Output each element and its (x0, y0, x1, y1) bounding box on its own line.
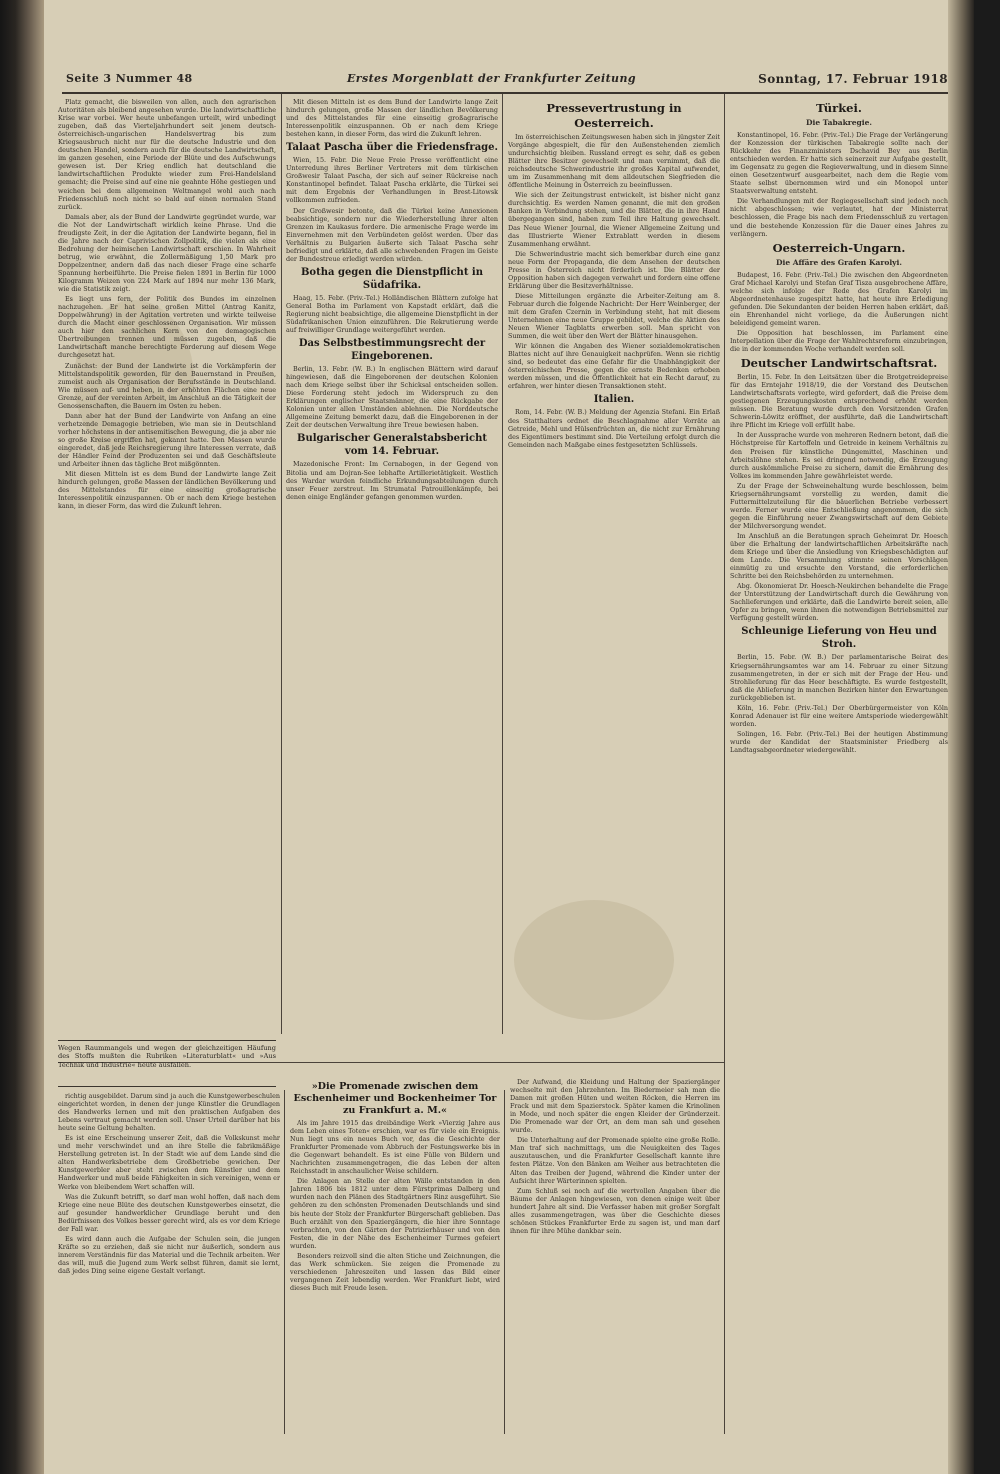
paragraph: Es liegt uns fern, der Politik des Bundes im einzelnen nachzugehen. Er hat seine großen Mittel (Antrag Kanitz, Doppelwährung) in der Agitation vertreten und wirkte teilweise durch die Macht einer geschlossenen Organisation. Wir müssen auch hier den sachlichen Kern von den demagogischen Übertreibungen trennen und müssen zugeben, daß die Landwirtschaft manche berechtigte Forderung auf diesem Wege durchgesetzt hat. (58, 295, 276, 360)
headline-heu-stroh: Schleunige Lieferung von Heu und Stroh. (741, 626, 937, 651)
paragraph: Im österreichischen Zeitungswesen haben sich in jüngster Zeit Vorgänge abgespielt, die für den Außenstehenden ziemlich undurchsichtig bleiben. Russland erregt es sehr, daß es geben Blätter ihre Besitzer gewechselt und man vernimmt, daß die reichsdeutsche Schwerindustrie ihr großes Kapital aufwendet, um im Zusammenhang mit dem alldeutschen Siegfrieden die öffentliche Meinung in Österreich zu beeinflussen. (508, 133, 720, 190)
paragraph: Damals aber, als der Bund der Landwirte gegründet wurde, war die Not der Landwirtschaft wirklich keine Phrase. Und die freudigste Zeit, in der die Agitation der Landwirte begann, fiel in die Jahre nach der Caprivischen Zollpolitik, die vielen als eine Bedrohung der heimischen Landwirtschaft erschien. In Wahrheit betrug, wie erwähnt, die Zollermäßigung 1,50 Mark pro Doppelzentner, andern daß das nach dieser Frage eine scharfe Spannung herbeiführte. Die Preise fielen 1891 in Berlin für 1000 Kilogramm Weizen von 224 Mark auf 1894 nur mehr 136 Mark, wie die Statistik zeigt. (58, 212, 276, 294)
column-rule (281, 94, 282, 1034)
book-binding-shadow (0, 0, 44, 1474)
paragraph: Die Schwerindustrie macht sich bemerkbar durch eine ganz neue Form der Propaganda, die dem Ansehen der deutschen Presse in Österreich nicht förderlich ist. Die Blätter der Opposition haben sich dagegen verwahrt und fordern eine offene Erklärung über die Besitzverhältnisse. (508, 249, 720, 290)
article-landwirtschaft (58, 98, 276, 1030)
feuilleton-aufwand (510, 1078, 720, 1434)
paragraph: Mazedonische Front: Im Cernabogen, in der Gegend von Bitolia und am Dojran-See lebhafte Artillerietätigkeit. Westlich des Wardar wurden feindliche Erkundungsabteilungen durch unser Feuer zerstreut. Im Strumatal Patrouillenkämpfe, bei denen einige Engländer gefangen genommen wurden. (286, 460, 498, 501)
page-number: Seite 3 Nummer 48 (66, 72, 193, 85)
subheadline-tabakregie: Die Tabakregie. (806, 118, 872, 127)
paragraph: Konstantinopel, 16. Febr. (Priv.-Tel.) Die Frage der Verlängerung der Konzession der türkischen Tabakregie sollte nach der Rückkehr des Finanzministers Dschavid Bey aus Berlin entschieden werden. Er hatte sich seinerzeit zur Aufgabe gestellt, im Gegensatz zu gegen die Regieverwaltung, und in diesem Sinne einen Gesetzentwurf ausgearbeitet, nach dem die Regie vom Staate selbst übernommen wird und ein Monopol unter Staatsverwaltung entsteht. (730, 131, 948, 196)
headline-oesterreich-ungarn: Oesterreich-Ungarn. (772, 240, 906, 255)
paragraph: Was die Zukunft betrifft, so darf man wohl hoffen, daß nach dem Kriege eine neue Blüte des deutschen Kunstgewerbes einsetzt, die auf gesunder handwerklicher Grundlage beruht und den Bedürfnissen des Volkes besser gerecht wird, als es vor dem Kriege der Fall war. (58, 1192, 280, 1233)
paragraph: Berlin, 15. Febr. In den Leitsätzen über die Brotgetreidepreise für das Erntejahr 1918/19, die der Vorstand des Deutschen Landwirtschaftsrats vorlegte, wird gefordert, daß die Preise dem gestiegenen Erzeugungskosten entsprechend erhöht werden müssen. Die Beratung wurde durch den Vorsitzenden Grafen Schwerin-Löwitz eröffnet, der ausführte, daß die Landwirtschaft ihre Pflicht im Kriege voll erfüllt habe. (730, 373, 948, 430)
column-rule (724, 94, 725, 1434)
headline-botha: Botha gegen die Dienstpflicht in Südafrika. (300, 266, 483, 291)
paragraph: Zunächst: der Bund der Landwirte ist die Vorkämpferin der Mittelstandspolitik geworden, für den Bauernstand in Preußen, zumeist auch als Organisation der Berufsstände in Deutschland. Wie müssen auf- und heben, in der erhöhten Flächen eine neue Grenze, auf der vereinten Arbeit, im Anschluß an die Tätigkeit der Genossenschaften, die Bauern im Osten zu heben. (58, 361, 276, 410)
paragraph: Als im Jahre 1915 das dreibändige Werk »Vierzig Jahre aus dem Leben eines Toten« erschien, war es für viele ein Ereignis. Nun liegt uns ein neues Buch vor, das die Geschichte der Frankfurter Promenade vom Abbruch der Festungswerke bis in die Gegenwart behandelt. Es ist eine Fülle von Bildern und Nachrichten zusammengetragen, die das Leben der alten Reichsstadt in anschaulicher Weise schildern. (290, 1119, 500, 1176)
paragraph: Berlin, 13. Febr. (W. B.) In englischen Blättern wird darauf hingewiesen, daß die Eingeborenen der deutschen Kolonien nach dem Kriege selbst über ihr Schicksal entscheiden sollen. Diese Forderung steht jedoch im Widerspruch zu den Erklärungen englischer Staatsmänner, die eine Rückgabe der Kolonien unter allen Umständen ablehnen. Die Norddeutsche Allgemeine Zeitung bemerkt dazu, daß die Eingeborenen in der Zeit der deutschen Verwaltung ihre Treue bewiesen haben. (286, 365, 498, 430)
paragraph: Der Aufwand, die Kleidung und Haltung der Spaziergänger wechselte mit den Jahrzehnten. Im Biedermeier sah man die Damen mit großen Hüten und weiten Röcken, die Herren im Frack und mit dem Spazierstock. Später kamen die Krinolinen in Mode, und noch später die engen Kleider der Gründerzeit. Die Promenade war der Ort, an dem man sah und gesehen wurde. (510, 1078, 720, 1135)
paragraph: Berlin, 15. Febr. (W. B.) Der parlamentarische Beirat des Kriegsernährungsamtes war am 14. Februar zu einer Sitzung zusammengetreten, in der er sich mit der Frage der Heu- und Strohlieferung für das Heer beschäftigte. Es wurde festgestellt, daß die Ablieferung in manchen Bezirken hinter den Erwartungen zurückgeblieben ist. (730, 653, 948, 702)
paragraph: Platz gemacht, die bisweilen von allen, auch den agrarischen Autoritäten als bleibend angesehen wurde. Die landwirtschaftliche Krise war vorbei. Wer heute unbefangen urteilt, wird unbedingt zugeben, daß das Vierteljahrhundert seit jenem deutsch-österreichisch-ungarischen Handelsvertrag bis zum Kriegsausbruch nicht nur für die deutsche Industrie und den deutschen Handel, sondern auch für die deutsche Landwirtschaft, im ganzen gesehen, eine Periode der Blüte und des Aufschwungs gewesen ist. Der Krieg endlich hat deutschland die landwirtschaftlichen Produkte wieder zum Frei-Handelsland gemacht; die Preise sind auf eine nie geahnte Höhe gestiegen und weichen bei dem allgemeinen Weltmangel wohl auch nach Friedensschluß noch nicht so bald auf einen normalen Stand zurück. (58, 98, 276, 211)
headline-tuerkei: Türkei. (816, 101, 862, 115)
paragraph: Mit diesen Mitteln ist es dem Bund der Landwirte lange Zeit hindurch gelungen, große Massen der ländlichen Bevölkerung und des Mittelstandes für eine einseitig großagrarische Interessenpolitik einzuspannen. Ob er nach dem Kriege bestehen kann, in dieser Form, das wird die Zukunft lehren. (286, 98, 498, 139)
column-rule (504, 1090, 505, 1434)
headline-promenade: »Die Promenade zwischen dem Eschenheimer und Bockenheimer Tor zu Frankfurt a. M.« (293, 1081, 497, 1116)
paragraph: Die Unterhaltung auf der Promenade spielte eine große Rolle. Man traf sich nachmittags, um die Neuigkeiten des Tages auszutauschen, und die Frankfurter Gesellschaft kannte ihre festen Plätze. Von den Bänken am Weiher aus betrachteten die Alten das Treiben der Jugend, während die Kinder unter der Aufsicht ihrer Wärterinnen spielten. (510, 1136, 720, 1185)
headline-talaat: Talaat Pascha über die Friedensfrage. (286, 142, 498, 154)
column-rule (284, 1090, 285, 1434)
paragraph: Es ist eine Erscheinung unserer Zeit, daß die Volkskunst mehr und mehr verschwindet und an ihre Stelle die fabrikmäßige Herstellung getreten ist. In der Stadt wie auf dem Lande sind die alten Handwerksbetriebe dem Großbetriebe gewichen. Der Kunstgewerbler aber steht zwischen dem Künstler und dem Handwerker und muß beide Fähigkeiten in sich vereinigen, wenn er Werke von bleibendem Wert schaffen will. (58, 1134, 280, 1191)
paragraph: Köln, 16. Febr. (Priv.-Tel.) Der Oberbürgermeister von Köln Konrad Adenauer ist für eine weitere Amtsperiode wiedergewählt worden. (730, 703, 948, 728)
notice-box (58, 1040, 276, 1087)
feuilleton-promenade (290, 1078, 500, 1434)
paragraph: Abg. Ökonomierat Dr. Hoesch-Neukirchen behandelte die Frage der Unterstützung der Landwirtschaft durch die Gewährung von Sachlieferungen und erklärte, daß die Landwirte bereit seien, alle Opfer zu bringen, wenn ihnen die notwendigen Betriebsmittel zur Verfügung gestellt würden. (730, 582, 948, 623)
paragraph: Wie sich der Zeitungstrust entwickelt, ist bisher nicht ganz durchsichtig. Es werden Namen genannt, die mit den großen Banken in Verbindung stehen, und die Blätter, die in ihre Hand übergegangen sind, haben zum Teil ihre Haltung gewechselt. Das Neue Wiener Journal, die Wiener Allgemeine Zeitung und das Illustrierte Wiener Extrablatt werden in diesem Zusammenhang erwähnt. (508, 191, 720, 248)
headline-pressevertrustung: Pressevertrustung in Oesterreich. (546, 101, 682, 130)
paragraph: Wir können die Angaben des Wiener sozialdemokratischen Blattes nicht auf ihre Genauigkeit nachprüfen. Wenn sie richtig sind, so bedeutet das eine Gefahr für die Unabhängigkeit der österreichischen Presse, gegen die ernste Bedenken erhoben werden müssen, und die Öffentlichkeit hat ein Recht darauf, zu erfahren, wer hinter diesen Transaktionen steht. (508, 342, 720, 391)
newspaper-page (44, 0, 974, 1474)
paragraph: Budapest, 16. Febr. (Priv.-Tel.) Die zwischen den Abgeordneten Graf Michael Karolyi und Stefan Graf Tisza ausgebrochene Affäre, welche sich infolge der Rede des Grafen Karolyi im Abgeordnetenhause zugespitzt hatte, hat heute ihre Erledigung gefunden. Die Sekundanten der beiden Herren haben erklärt, daß ein Ehrenhandel nicht vorliege, da die Äußerungen nicht beleidigend gemeint waren. (730, 270, 948, 327)
headline-italien: Italien. (593, 394, 635, 406)
paragraph: Im Anschluß an die Beratungen sprach Geheimrat Dr. Hoesch über die Erhaltung der landwirtschaftlichen Arbeitskräfte nach dem Kriege und über die Ansiedlung von Kriegsbeschädigten auf dem Lande. Die Versammlung stimmte seinen Vorschlägen einmütig zu und ersuchte den Vorstand, die erforderlichen Schritte bei den Reichsbehörden zu unternehmen. (730, 531, 948, 581)
news-column-right (730, 98, 948, 1434)
paragraph: Besonders reizvoll sind die alten Stiche und Zeichnungen, die das Werk schmücken. Sie zeigen die Promenade zu verschiedenen Jahreszeiten und lassen das Bild einer vergangenen Zeit lebendig werden. Wer Frankfurt liebt, wird dieses Buch mit Freude lesen. (290, 1251, 500, 1292)
notice-text: Wegen Raummangels und wegen der gleichzeitigen Häufung des Stoffs mußten die Rubriken »Literaturblatt« und »Aus Technik und Industrie« heute ausfallen. (58, 1044, 276, 1069)
paragraph: In der Aussprache wurde von mehreren Rednern betont, daß die Höchstpreise für Kartoffeln und Getreide in keinem Verhältnis zu den Preisen für künstliche Düngemittel, Maschinen und Arbeitslöhne stehen. Es sei dringend notwendig, die Erzeugung durch auskömmliche Preise zu sichern, damit die Ernährung des Volkes im kommenden Jahre gewährleistet werde. (730, 431, 948, 480)
paragraph: Die Verhandlungen mit der Regiegesellschaft sind jedoch noch nicht abgeschlossen; wie verlautet, hat der Ministerrat beschlossen, die Frage bis nach dem Friedensschluß zu vertagen und die bestehende Konzession für die Dauer eines Jahres zu verlängern. (730, 197, 948, 238)
paragraph: Mit diesen Mitteln ist es dem Bund der Landwirte lange Zeit hindurch gelungen, große Massen der ländlichen Bevölkerung und des Mittelstandes für eine einseitig großagrarische Interessenpolitik einzuspannen. Ob er nach dem Kriege bestehen kann, in dieser Form, das wird die Zukunft lehren. (58, 470, 276, 511)
paragraph: Die Opposition hat beschlossen, im Parlament eine Interpellation über die Frage der Wahlrechtsreform einzubringen, die in der kommenden Woche verhandelt werden soll. (730, 328, 948, 354)
headline-bulgarien: Bulgarischer Generalstabsbericht vom 14. Februar. (297, 433, 487, 458)
news-column-middle (286, 98, 498, 1030)
paragraph: Rom, 14. Febr. (W. B.) Meldung der Agenzia Stefani. Ein Erlaß des Statthalters ordnet die Beschlagnahme aller Vorräte an Getreide, Mehl und Hülsenfrüchten an, die nicht zur Ernährung des Eigentümers bestimmt sind. Die Verteilung erfolgt durch die Gemeinden nach Maßgabe eines festgesetzten Schlüssels. (508, 408, 720, 449)
subheadline-karolyi: Die Affäre des Grafen Karolyi. (775, 257, 903, 267)
feuilleton-kunst (58, 1092, 280, 1434)
headline-selbstbestimmung: Das Selbstbestimmungsrecht der Eingeborenen. (298, 338, 486, 363)
masthead (62, 66, 952, 94)
paragraph: Es wird dann auch die Aufgabe der Schulen sein, die jungen Kräfte so zu erziehen, daß sie nicht nur äußerlich, sondern aus innerem Verständnis für das Material und die Technik arbeiten. Wer das will, muß die Jugend zum Werk selbst führen, damit sie lernt, daß jedes Ding seine eigene Gestalt verlangt. (58, 1234, 280, 1275)
paragraph: Dann aber hat der Bund der Landwirte von Anfang an eine verhetzende Demagogie betrieben, wie man sie in Deutschland vorher höchstens in der antisemitischen Bewegung, die ja aber nie so große Kreise ergriffen hat, gekannt hatte. Den Massen wurde eingeredet, daß jede Reichsregierung ihre Interessen verrate, daß der Händler Feind der Produzenten sei und daß Geschäftsleute und Arbeiter ihnen das tägliche Brot mißgönnten. (58, 411, 276, 469)
news-column-press (508, 98, 720, 1048)
paragraph: Wien, 15. Febr. Die Neue Freie Presse veröffentlicht eine Unterredung ihres Berliner Vertreters mit dem türkischen Großwesir Talaat Pascha, der sich auf seiner Rückreise nach Konstantinopel befindet. Talaat Pascha erklärte, die Türkei sei mit dem Ergebnis der Verhandlungen in Brest-Litowsk vollkommen zufrieden. (286, 156, 498, 205)
issue-date: Sonntag, 17. Februar 1918 (758, 72, 948, 86)
column-rule (502, 94, 503, 1034)
paragraph: Der Großwesir betonte, daß die Türkei keine Annexionen beabsichtige, sondern nur die Wiederherstellung ihrer alten Grenzen im Kaukasus fordere. Die armenische Frage werde im Einvernehmen mit den Verbündeten gelöst werden. Über das Verhältnis zu Bulgarien äußerte sich Talaat Pascha sehr befriedigt und erklärte, daß alle schwebenden Fragen im Geiste der Bundestreue erledigt werden würden. (286, 206, 498, 263)
paragraph: Haag, 15. Febr. (Priv.-Tel.) Holländischen Blättern zufolge hat General Botha im Parlament von Kapstadt erklärt, daß die Regierung nicht beabsichtige, die allgemeine Dienstpflicht in der Südafrikanischen Union einzuführen. Die Rekrutierung werde auf freiwilliger Grundlage weitergeführt werden. (286, 293, 498, 335)
paragraph: Diese Mitteilungen ergänzte die Arbeiter-Zeitung am 8. Februar durch die folgende Nachricht: Der Herr Weinberger, der mit dem Grafen Czernin in Verbindung steht, hat mit diesem Unternehmen eine neue Gruppe gebildet, welche die Aktien des Neuen Wiener Tagblatts erwerben soll. Man spricht von Summen, die weit über den Wert der Blätter hinausgehen. (508, 291, 720, 341)
paragraph: Zum Schluß sei noch auf die wertvollen Angaben über die Bäume der Anlagen hingewiesen, von denen einige weit über hundert Jahre alt sind. Die Verfasser haben mit großer Sorgfalt alles zusammengetragen, was über die Geschichte dieses schönen Stückes Frankfurter Erde zu sagen ist, und man darf ihnen für ihre Mühe dankbar sein. (510, 1186, 720, 1235)
paragraph: Die Anlagen an Stelle der alten Wälle entstanden in den Jahren 1806 bis 1812 unter dem Fürstprimas Dalberg und wurden nach den Plänen des Stadtgärtners Rinz ausgeführt. Sie gehören zu den schönsten Promenaden Deutschlands und sind bis heute der Stolz der Frankfurter Bürgerschaft geblieben. Das Buch erzählt von den Spaziergängern, die hier ihre Sonntage verbrachten, von den Gärten der Patrizierhäuser und von den Festen, die in der Nähe des Eschenheimer Turmes gefeiert wurden. (290, 1177, 500, 1250)
paragraph: richtig ausgebildet. Darum sind ja auch die Kunstgewerbeschulen eingerichtet worden, in denen der junge Künstler die Grundlagen des Handwerks lernen und mit den praktischen Aufgaben des Lebens vertraut gemacht werden soll. Unser Urteil darüber hat bis heute seine Geltung behalten. (58, 1092, 280, 1133)
paper-name: Erstes Morgenblatt der Frankfurter Zeitung (347, 72, 636, 85)
page-edge-shadow (948, 0, 974, 1474)
headline-landwirtschaftsrat: Deutscher Landwirtschaftsrat. (740, 356, 938, 371)
paragraph: Zu der Frage der Schweinehaltung wurde beschlossen, beim Kriegsernährungsamt vorstellig zu werden, damit die Futtermittelzuteilung für die bäuerlichen Betriebe verbessert werde. Ferner wurde eine Entschließung angenommen, die sich gegen die Einführung neuer Zwangswirtschaft auf dem Gebiete der Milchversorgung wendet. (730, 481, 948, 530)
paragraph: Solingen, 16. Febr. (Priv.-Tel.) Bei der heutigen Abstimmung wurde der Kandidat der Staatsminister Friedberg als Landtagsabgeordneter wiedergewählt. (730, 729, 948, 754)
